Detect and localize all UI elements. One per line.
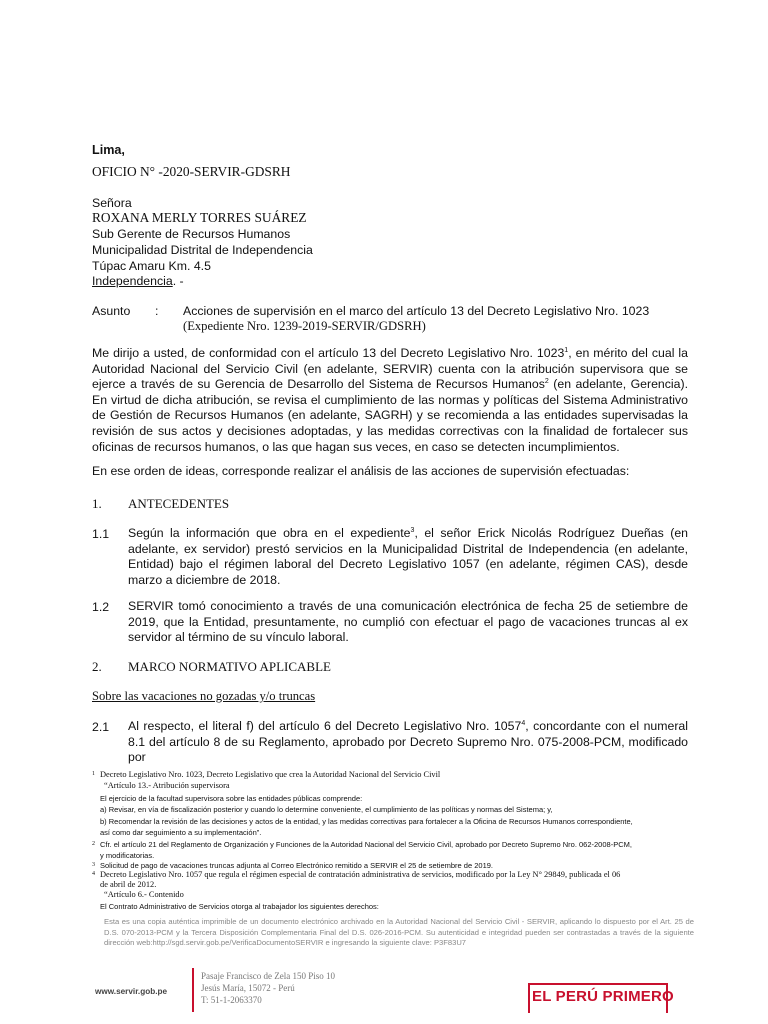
intro-text-b: , en mérito del cual la Autoridad Nacional del Servicio Civil (en adelante, SERVIR) cuenta con la atribución supervisora que se ejerce a través de su Gerencia de Desarrollo del Sistema de Recursos Humanos [92,346,688,392]
footnote-3-number: 3 [92,862,95,868]
recipient-district-suffix: . - [172,274,184,288]
intro-text-c: (en adelante, Gerencia). En virtud de dicha atribución, se revisa el cumplimiento de las normas y políticas del Sistema Administrativo de Gestión de Recursos Humanos (en adelante, SAGRH) y se recomienda a las entidades supervisadas la revisión de sus actos y decisiones adoptadas, y las medidas correctivas con la finalidad de fortalecer sus oficinas de recursos humanos, o las que hagan sus veces, en caso se detecten incumplimientos. [92,377,689,454]
footnote-ref-2: 2 [544,378,549,386]
footnote-1-number: 1 [92,771,95,777]
footer-website-link[interactable]: www.servir.gob.pe [95,987,168,996]
item-1-1-text [128,526,688,588]
footnote-ref-1: 1 [564,346,569,354]
footnote-4-line-2: de abril de 2012. [100,880,157,889]
footer-divider [192,968,194,1012]
item-2-1-text [128,719,688,766]
section-2-number: 2. [92,659,102,674]
item-2-1-number: 2.1 [92,720,110,734]
item-1-2-text: SERVIR tomó conocimiento a través de una comunicación electrónica de fecha 25 de setiembre de 2019, que la Entidad, presuntamente, no cumplió con efectuar el pago de vacaciones truncas al ex servidor al término de su vínculo laboral. [128,599,688,645]
footer-address-1: Pasaje Francisco de Zela 150 Piso 10 [201,971,335,981]
recipient-address: Túpac Amaru Km. 4.5 [92,259,211,273]
footer-address-2: Jesús María, 15072 - Perú [201,983,295,993]
footnote-2-line-1: Cfr. el artículo 21 del Reglamento de Organización y Funciones de la Autoridad Nacional del Servicio Civil, aprobado por Decreto Supremo Nro. 062-2008-PCM, [100,840,632,849]
footnote-1-article: “Artículo 13.- Atribución supervisora [104,781,230,790]
footnote-4-article: “Artículo 6.- Contenido [104,890,184,899]
section-2-subheading: Sobre las vacaciones no gozadas y/o truncas [92,689,316,703]
footnote-3-line-1: Solicitud de pago de vacaciones truncas adjunta al Correo Electrónico remitido a SERVIR el 25 de setiembre de 2019. [100,861,494,870]
oficio-number: OFICIO N° -2020-SERVIR-GDSRH [92,164,291,179]
footnote-2-number: 2 [92,841,95,847]
item-1-2-number: 1.2 [92,600,110,614]
subject-label: Asunto [92,304,131,318]
footnote-ref-4: 4 [521,719,526,727]
brand-logo-text: EL PERÚ PRIMERO [532,988,674,1005]
recipient-salutation: Señora [92,196,132,210]
item-2-1-text-a: Al respecto, el literal f) del artículo 6 del Decreto Legislativo Nro. 1057 [128,719,522,733]
footnote-1-line-3: b) Recomendar la revisión de las decisiones y actos de la entidad, y las medidas correctivas para fortalecer a la Oficina de Recursos Humanos correspondiente, [100,817,633,826]
subject-line-2: (Expediente Nro. 1239-2019-SERVIR/GDSRH) [183,319,426,333]
subject-colon: : [155,304,159,318]
footnote-1-title: Decreto Legislativo Nro. 1023, Decreto Legislativo que crea la Autoridad Nacional del Servicio Civil [100,770,441,779]
section-1-number: 1. [92,496,102,511]
subject-line-1: Acciones de supervisión en el marco del artículo 13 del Decreto Legislativo Nro. 1023 [183,304,650,318]
footnote-1-line-4: así como dar seguimiento a su implementación”. [100,828,262,837]
footnote-1-line-2: a) Revisar, en vía de fiscalización posterior y cuando lo determine conveniente, el cumplimiento de las políticas y normas del Sistema; y, [100,805,553,814]
recipient-district-line [92,273,184,289]
authenticity-notice: Esta es una copia auténtica imprimible de un documento electrónico archivado en la Autoridad Nacional del Servicio Civil - SERVIR, aplicando lo dispuesto por el Art. 25 de D.S. 070-2013-PCM y la Tercera Disposición Complementaria Final del D.S. 026-2016-PCM. Su autenticidad e integridad pueden ser contrastadas a través de la siguiente dirección web:http://sgd.servir.gob.pe/VerificaDocumentoSERVIR e ingresando la siguiente clave: P3F83U7 [104,917,694,947]
item-1-1-text-a: Según la información que obra en el expediente [128,526,411,540]
footnote-2-line-2: y modificatorias. [100,851,155,860]
footnote-4-number: 4 [92,871,95,877]
intro-text-a: Me dirijo a usted, de conformidad con el artículo 13 del Decreto Legislativo Nro. 1023 [92,346,565,360]
section-2-title: MARCO NORMATIVO APLICABLE [128,659,331,674]
footer-phone: T: 51-1-2063370 [201,995,262,1005]
recipient-entity: Municipalidad Distrital de Independencia [92,243,313,257]
item-2-1-text-b: , concordante con el numeral 8.1 del artículo 8 de su Reglamento, aprobado por Decreto Supremo Nro. 075-2008-PCM, modificado por [128,719,689,765]
recipient-position: Sub Gerente de Recursos Humanos [92,227,291,241]
intro-paragraph [92,346,688,455]
section-1-title: ANTECEDENTES [128,496,230,511]
item-1-1-number: 1.1 [92,527,110,541]
item-1-1-text-b: , el señor Erick Nicolás Rodríguez Dueñas (en adelante, ex servidor) prestó servicios en la Municipalidad Distrital de Independencia (en adelante, Entidad) bajo el régimen laboral del Decreto Legislativo 1057 (en adelante, régimen CAS), desde marzo a diciembre de 2018. [128,526,689,587]
footnote-ref-3: 3 [410,526,415,534]
footnote-1-line-1: El ejercicio de la facultad supervisora sobre las entidades públicas comprende: [100,794,363,803]
recipient-district: Independencia [92,274,173,288]
footnote-4-line-1: Decreto Legislativo Nro. 1057 que regula el régimen especial de contratación administrativa de servicios, modificado por la Ley N° 29849, publicada el 06 [100,870,621,879]
footnote-4-line-3: El Contrato Administrativo de Servicios otorga al trabajador los siguientes derechos: [100,902,379,911]
recipient-name: ROXANA MERLY TORRES SUÁREZ [92,210,307,225]
intro-paragraph-2: En ese orden de ideas, corresponde realizar el análisis de las acciones de supervisión efectuadas: [92,464,630,478]
city-line: Lima, [92,143,125,157]
